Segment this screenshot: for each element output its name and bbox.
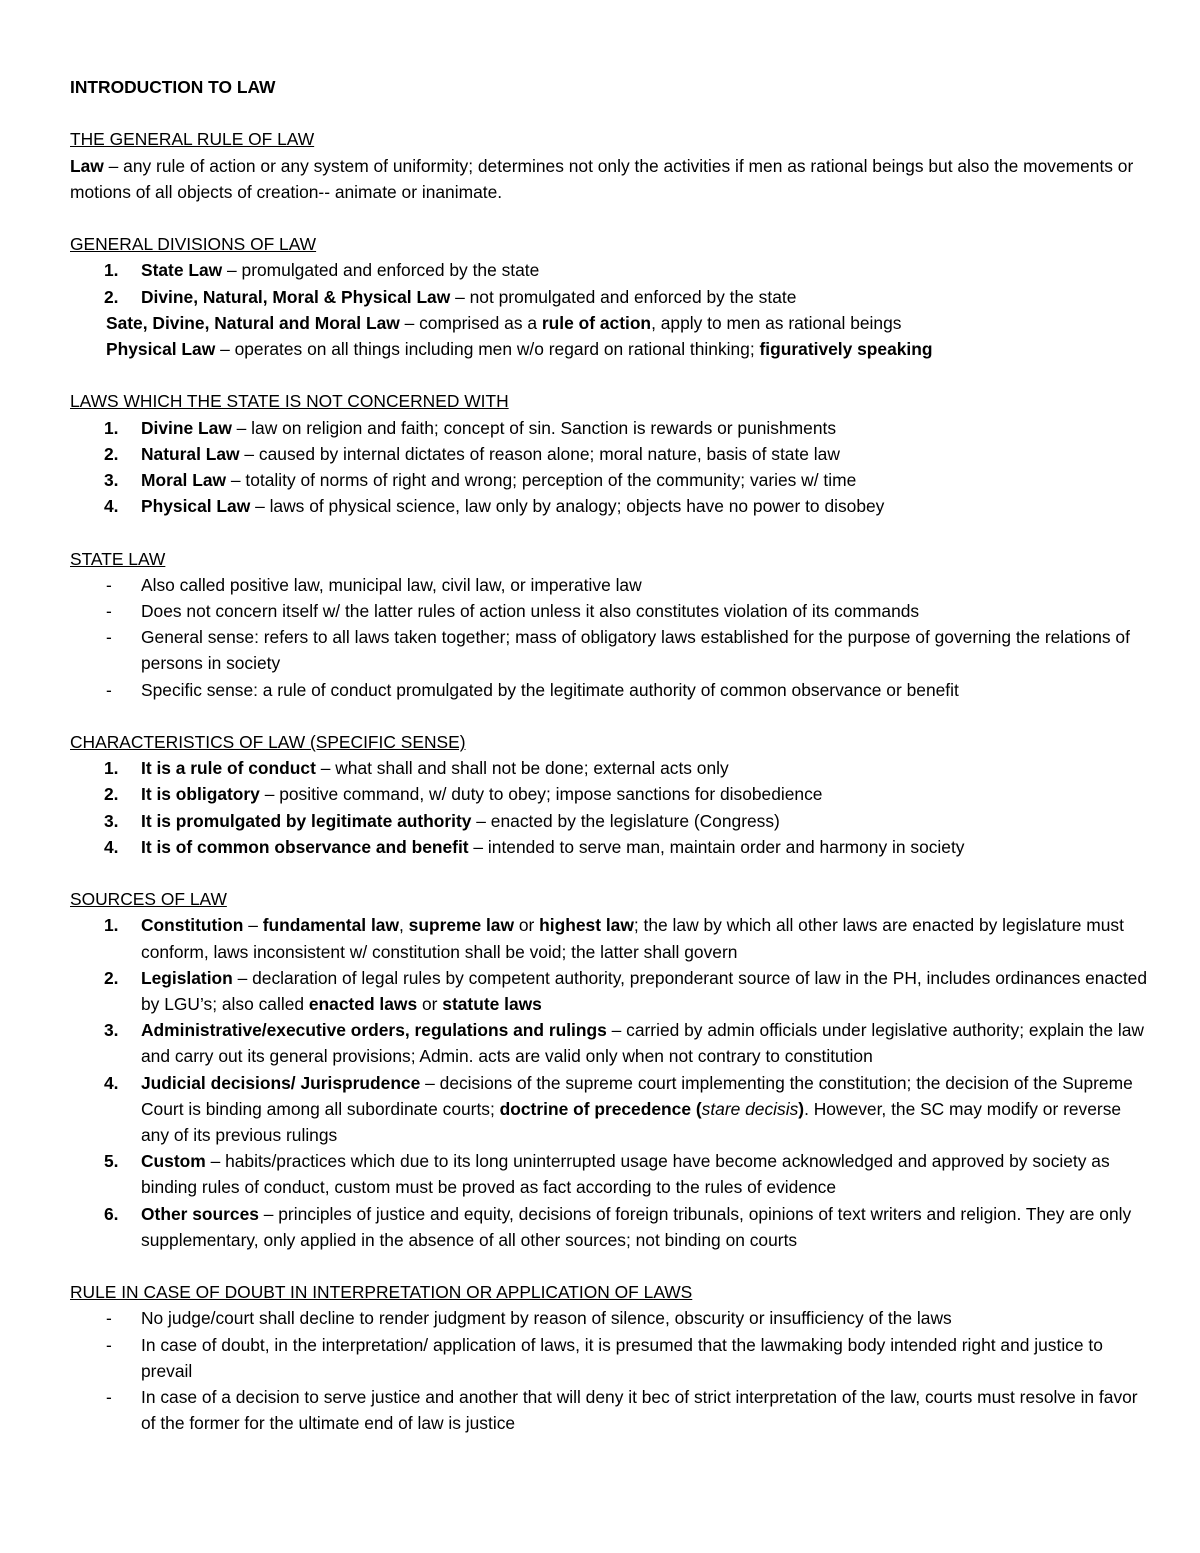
item-text: Also called positive law, municipal law, civil law, or imperative law	[141, 574, 642, 595]
item-bold: highest law	[539, 915, 634, 936]
numbered-list	[70, 755, 1150, 860]
note-term: Sate, Divine, Natural and Moral Law	[106, 312, 400, 333]
section-heading: LAWS WHICH THE STATE IS NOT CONCERNED WITH	[70, 391, 509, 412]
list-item	[70, 781, 1150, 807]
list-item	[70, 257, 1150, 283]
item-number: 2.	[104, 286, 119, 307]
item-term: Moral Law	[141, 470, 227, 490]
item-number: 2.	[104, 967, 119, 988]
section-heading: STATE LAW	[70, 548, 166, 569]
item-text: – law on religion and faith; concept of sin. Sanction is rewards or punishments	[231, 417, 837, 438]
list-item	[70, 834, 1150, 860]
item-text: – carried by admin officials under legislative authority; explain the law and carry out its general provisions; Admin. acts are valid only when not contrary to constitution	[141, 1020, 1144, 1067]
list-item	[70, 1305, 1150, 1331]
document-page	[70, 74, 1150, 1436]
list-item	[70, 284, 1150, 310]
item-text: – laws of physical science, law only by analogy; objects have no power to disobey	[250, 496, 885, 517]
list-item	[70, 572, 1150, 598]
item-text: – positive command, w/ duty to obey; impose sanctions for disobedience	[259, 784, 823, 805]
dash-bullet: -	[106, 679, 112, 700]
item-text: Does not concern itself w/ the latter rules of action unless it also constitutes violation of its commands	[141, 601, 920, 621]
item-bold: statute laws	[442, 994, 542, 1015]
list-item	[70, 493, 1150, 519]
item-bold: enacted laws	[308, 994, 418, 1015]
item-term: It is of common observance and benefit	[141, 836, 469, 857]
list-item	[70, 415, 1150, 441]
numbered-list	[70, 912, 1150, 1253]
list-item	[70, 912, 1150, 964]
division-note	[70, 310, 1150, 336]
section-heading: THE GENERAL RULE OF LAW	[70, 129, 315, 150]
item-text: In case of doubt, in the interpretation/ application of laws, it is presumed that the lawmaking body intended right and justice to prevail	[141, 1334, 1103, 1381]
item-text: General sense: refers to all laws taken together; mass of obligatory laws established for the purpose of governing the relations of persons in society	[141, 627, 1130, 674]
dash-bullet: -	[106, 574, 112, 595]
section-general-divisions	[70, 231, 1150, 362]
item-text: or	[514, 915, 540, 936]
item-term: Physical Law	[141, 496, 251, 517]
item-number: 3.	[104, 1020, 119, 1041]
item-text: – declaration of legal rules by competent authority, preponderant source of law in the PH, includes ordinances enacted by LGU’s; also called	[141, 967, 1147, 1015]
item-bold: supreme law	[408, 915, 515, 936]
item-text: Specific sense: a rule of conduct promulgated by the legitimate authority of common observance or benefit	[141, 679, 959, 700]
definition-text: – any rule of action or any system of uniformity; determines not only the activities if men as rational beings but also the movements or motions of all objects of creation-- animate or inanimate.	[70, 155, 1134, 202]
item-term: Divine, Natural, Moral & Physical Law	[141, 286, 451, 307]
list-item	[70, 965, 1150, 1017]
list-item	[70, 467, 1150, 493]
list-item	[70, 1148, 1150, 1200]
item-number: 1.	[104, 758, 119, 779]
item-number: 3.	[104, 470, 119, 490]
item-text: – what shall and shall not be done; external acts only	[315, 758, 729, 779]
list-item	[70, 1017, 1150, 1069]
list-item	[70, 1332, 1150, 1384]
bullet-list	[70, 1305, 1150, 1436]
item-text: – totality of norms of right and wrong; perception of the community; varies w/ time	[226, 470, 857, 490]
section-rule-in-doubt	[70, 1279, 1150, 1436]
list-item	[70, 624, 1150, 676]
list-item	[70, 1070, 1150, 1149]
item-bold: fundamental law	[262, 915, 399, 936]
document-title: INTRODUCTION TO LAW	[70, 77, 276, 97]
item-term: It is a rule of conduct	[141, 758, 316, 779]
note-text: , apply to men as rational beings	[651, 312, 902, 333]
item-text: ; the law by which all other laws are enacted by legislature must conform, laws inconsistent w/ constitution shall be void; the latter shall govern	[141, 915, 1124, 962]
list-item	[70, 441, 1150, 467]
item-term: Other sources	[141, 1203, 259, 1224]
list-item	[70, 598, 1150, 624]
item-text: . However, the SC may modify or reverse any of its previous rulings	[141, 1098, 1122, 1146]
item-text: ,	[398, 915, 409, 936]
section-general-rule	[70, 126, 1150, 205]
item-term: Natural Law	[141, 443, 240, 464]
item-term: Judicial decisions/ Jurisprudence	[141, 1072, 421, 1093]
item-term: Constitution	[141, 915, 244, 936]
item-number: 2.	[104, 784, 119, 805]
item-text: – principles of justice and equity, decisions of foreign tribunals, opinions of text writers and religion. They are only supplementary, only applied in the absence of all other sources; not binding on courts	[141, 1203, 1132, 1250]
section-heading: RULE IN CASE OF DOUBT IN INTERPRETATION OR APPLICATION OF LAWS	[70, 1282, 693, 1303]
item-number: 5.	[104, 1151, 119, 1172]
item-text: – promulgated and enforced by the state	[222, 260, 540, 281]
note-bold: rule of action	[541, 312, 652, 333]
list-item	[70, 1201, 1150, 1253]
item-number: 4.	[104, 496, 119, 517]
item-number: 2.	[104, 443, 119, 464]
item-text: – caused by internal dictates of reason alone; moral nature, basis of state law	[239, 443, 840, 464]
list-item	[70, 1384, 1150, 1436]
list-item	[70, 755, 1150, 781]
section-heading: GENERAL DIVISIONS OF LAW	[70, 234, 317, 255]
section-sources	[70, 886, 1150, 1253]
numbered-list	[70, 257, 1150, 309]
item-number: 4.	[104, 836, 119, 857]
section-heading: CHARACTERISTICS OF LAW (SPECIFIC SENSE)	[70, 732, 466, 752]
note-term: Physical Law	[106, 339, 216, 359]
list-item	[70, 677, 1150, 703]
section-characteristics	[70, 729, 1150, 860]
dash-bullet: -	[106, 1334, 112, 1355]
item-number: 6.	[104, 1203, 119, 1224]
item-text: – habits/practices which due to its long uninterrupted usage have become acknowledged and approved by society as binding rules of conduct, custom must be proved as fact according to the rules of evidence	[141, 1151, 1110, 1198]
law-definition	[70, 153, 1150, 205]
item-number: 1.	[104, 915, 119, 936]
item-term: State Law	[141, 260, 223, 281]
item-term: Legislation	[141, 967, 233, 988]
item-term: Custom	[141, 1151, 206, 1172]
item-term: It is obligatory	[141, 784, 260, 805]
section-laws-not-concerned	[70, 388, 1150, 519]
bullet-list	[70, 572, 1150, 703]
numbered-list	[70, 415, 1150, 520]
term: Law	[70, 155, 104, 176]
note-text: – operates on all things including men w/o regard on rational thinking;	[215, 339, 760, 359]
item-number: 1.	[104, 417, 119, 438]
item-text: –	[243, 915, 263, 936]
dash-bullet: -	[106, 1387, 112, 1408]
item-term: Divine Law	[141, 417, 232, 438]
dash-bullet: -	[106, 1308, 112, 1329]
item-bold: )	[798, 1098, 805, 1119]
item-number: 1.	[104, 260, 119, 281]
item-text: No judge/court shall decline to render judgment by reason of silence, obscurity or insufficiency of the laws	[141, 1308, 952, 1329]
item-bold: (	[691, 1098, 702, 1119]
item-text: – decisions of the supreme court implementing the constitution; the decision of the Supreme Court is binding among all subordinate courts;	[141, 1072, 1133, 1119]
item-text: or	[417, 994, 443, 1015]
item-number: 3.	[104, 810, 119, 831]
dash-bullet: -	[106, 601, 112, 621]
note-text: – comprised as a	[399, 312, 542, 333]
section-state-law	[70, 546, 1150, 703]
list-item	[70, 808, 1150, 834]
dash-bullet: -	[106, 627, 112, 648]
item-text: In case of a decision to serve justice and another that will deny it bec of strict interpretation of the law, courts must resolve in favor of the former for the ultimate end of law is justice	[141, 1387, 1138, 1434]
item-text: – intended to serve man, maintain order and harmony in society	[468, 836, 965, 857]
item-term: It is promulgated by legitimate authority	[141, 810, 472, 831]
item-term: Administrative/executive orders, regulations and rulings	[141, 1020, 607, 1041]
note-bold: figuratively speaking	[759, 339, 933, 359]
section-heading: SOURCES OF LAW	[70, 889, 227, 910]
item-italic: stare decisis	[701, 1098, 799, 1119]
item-number: 4.	[104, 1072, 119, 1093]
division-note	[70, 336, 1150, 362]
item-bold: doctrine of precedence	[499, 1098, 691, 1119]
item-text: – enacted by the legislature (Congress)	[471, 810, 780, 831]
item-text: – not promulgated and enforced by the state	[450, 286, 797, 307]
